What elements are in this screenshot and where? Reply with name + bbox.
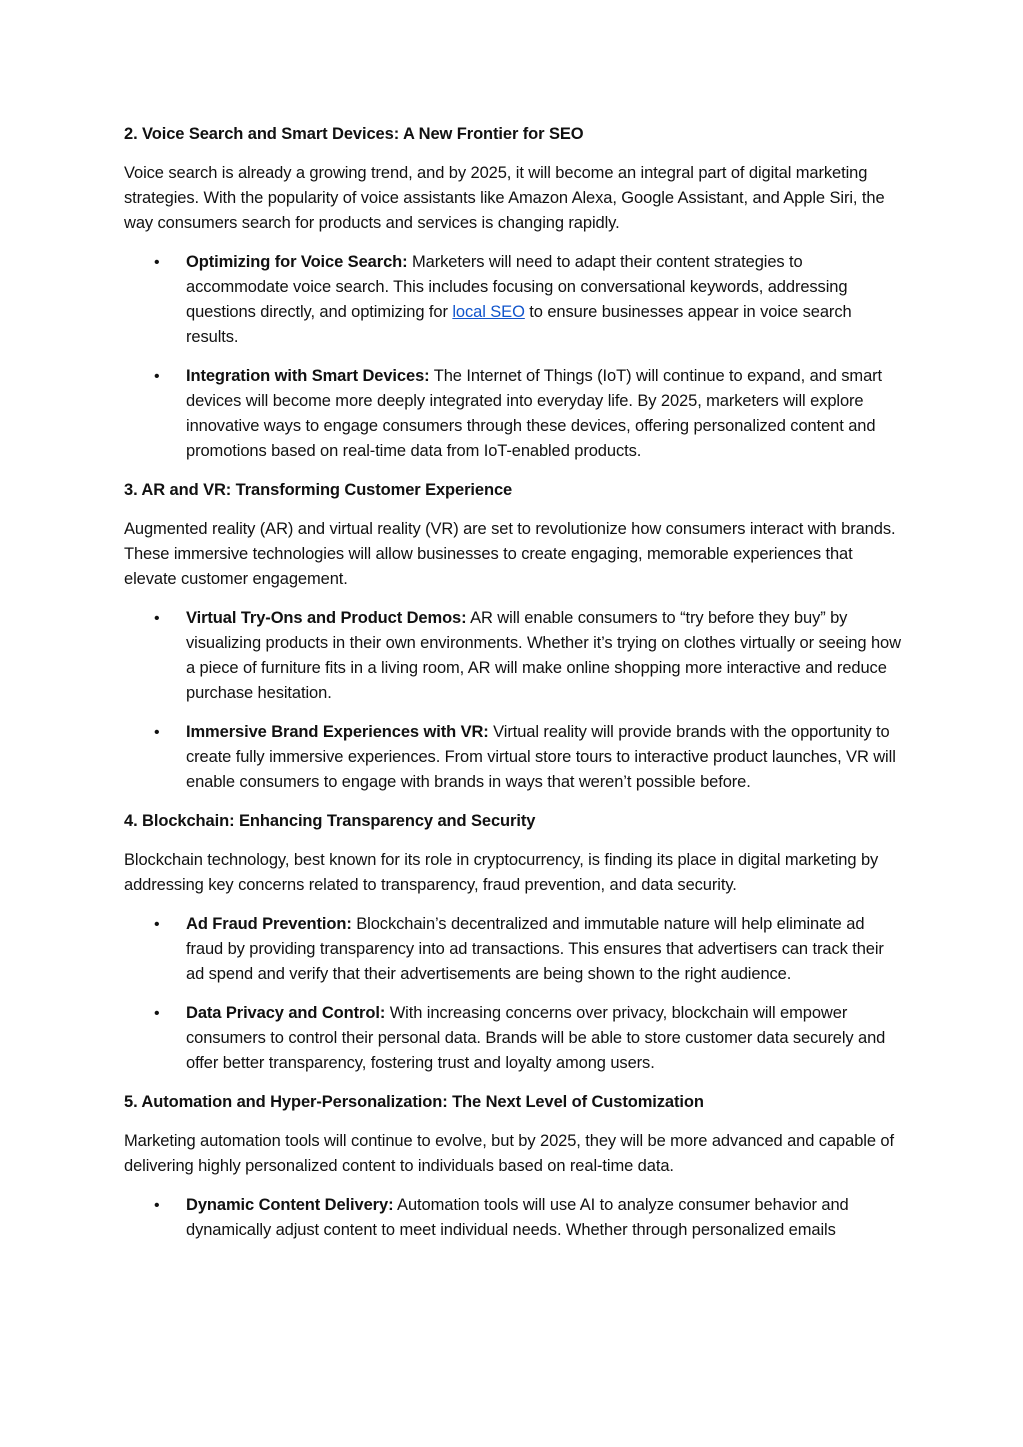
bullet-text: Blockchain’s decentralized and immutable nature will help eliminate ad fraud by providing transparency into ad transactions. This ensures that advertisers can track their ad spend and verify that their advertisements are being shown to the right audience. bbox=[186, 915, 884, 983]
bullet-list bbox=[124, 912, 904, 1076]
document-page bbox=[124, 122, 904, 1257]
bullet-title: Immersive Brand Experiences with VR: bbox=[186, 723, 489, 741]
bullet-text: Automation tools will use AI to analyze consumer behavior and dynamically adjust content to meet individual needs. Whether through personalized emails bbox=[186, 1196, 849, 1239]
section-intro: Voice search is already a growing trend, and by 2025, it will become an integral part of digital marketing strategies. With the popularity of voice assistants like Amazon Alexa, Google Assistant, and Apple Siri, the way consumers search for products and services is changing rapidly. bbox=[124, 164, 885, 232]
list-item bbox=[124, 250, 904, 350]
bullet-title: Optimizing for Voice Search: bbox=[186, 253, 408, 271]
bullet-title: Dynamic Content Delivery: bbox=[186, 1196, 394, 1214]
list-item bbox=[124, 364, 904, 464]
bullet-text: AR will enable consumers to “try before they buy” by visualizing products in their own environments. Whether it’s trying on clothes virtually or seeing how a piece of furniture fits in a living room, AR will make online shopping more interactive and reduce purchase hesitation. bbox=[186, 609, 901, 702]
section-intro: Augmented reality (AR) and virtual reality (VR) are set to revolutionize how consumers interact with brands. These immersive technologies will allow businesses to create engaging, memorable experiences that elevate customer engagement. bbox=[124, 520, 896, 588]
bullet-icon: • bbox=[154, 1005, 160, 1022]
bullet-text: Marketers will need to adapt their content strategies to accommodate voice search. This includes focusing on conversational keywords, addressing questions directly, and optimizing for bbox=[186, 253, 848, 321]
bullet-title: Ad Fraud Prevention: bbox=[186, 915, 352, 933]
list-item bbox=[124, 720, 904, 795]
bullet-text: The Internet of Things (IoT) will continue to expand, and smart devices will become more deeply integrated into everyday life. By 2025, marketers will explore innovative ways to engage consumers through these devices, offering personalized content and promotions based on real-time data from IoT-enabled products. bbox=[186, 367, 883, 460]
bullet-text: With increasing concerns over privacy, blockchain will empower consumers to control their personal data. Brands will be able to store customer data securely and offer better transparency, fostering trust and loyalty among users. bbox=[186, 1004, 886, 1072]
bullet-text: to ensure businesses appear in voice search results. bbox=[186, 303, 852, 346]
bullet-title: Integration with Smart Devices: bbox=[186, 367, 430, 385]
bullet-icon: • bbox=[154, 724, 160, 741]
bullet-icon: • bbox=[154, 610, 160, 627]
list-item bbox=[124, 912, 904, 987]
section-intro: Blockchain technology, best known for its role in cryptocurrency, is finding its place in digital marketing by addressing key concerns related to transparency, fraud prevention, and data security. bbox=[124, 851, 879, 894]
bullet-list bbox=[124, 606, 904, 795]
bullet-list bbox=[124, 1193, 904, 1243]
bullet-icon: • bbox=[154, 368, 160, 385]
section-heading: 2. Voice Search and Smart Devices: A New Frontier for SEO bbox=[124, 125, 584, 143]
bullet-text: Virtual reality will provide brands with the opportunity to create fully immersive experiences. From virtual store tours to interactive product launches, VR will enable consumers to engage with brands in ways that weren’t possible before. bbox=[186, 723, 896, 791]
bullet-icon: • bbox=[154, 1197, 160, 1214]
section-intro: Marketing automation tools will continue to evolve, but by 2025, they will be more advanced and capable of delivering highly personalized content to individuals based on real-time data. bbox=[124, 1132, 894, 1175]
bullet-title: Data Privacy and Control: bbox=[186, 1004, 386, 1022]
local-seo-link[interactable]: local SEO bbox=[452, 303, 525, 321]
section-heading: 3. AR and VR: Transforming Customer Experience bbox=[124, 481, 513, 499]
bullet-title: Virtual Try-Ons and Product Demos: bbox=[186, 609, 467, 627]
section-heading: 5. Automation and Hyper-Personalization: The Next Level of Customization bbox=[124, 1093, 704, 1111]
bullet-icon: • bbox=[154, 254, 160, 271]
section-heading: 4. Blockchain: Enhancing Transparency and Security bbox=[124, 812, 536, 830]
list-item bbox=[124, 606, 904, 706]
bullet-list bbox=[124, 250, 904, 464]
list-item bbox=[124, 1193, 904, 1243]
bullet-icon: • bbox=[154, 916, 160, 933]
list-item bbox=[124, 1001, 904, 1076]
